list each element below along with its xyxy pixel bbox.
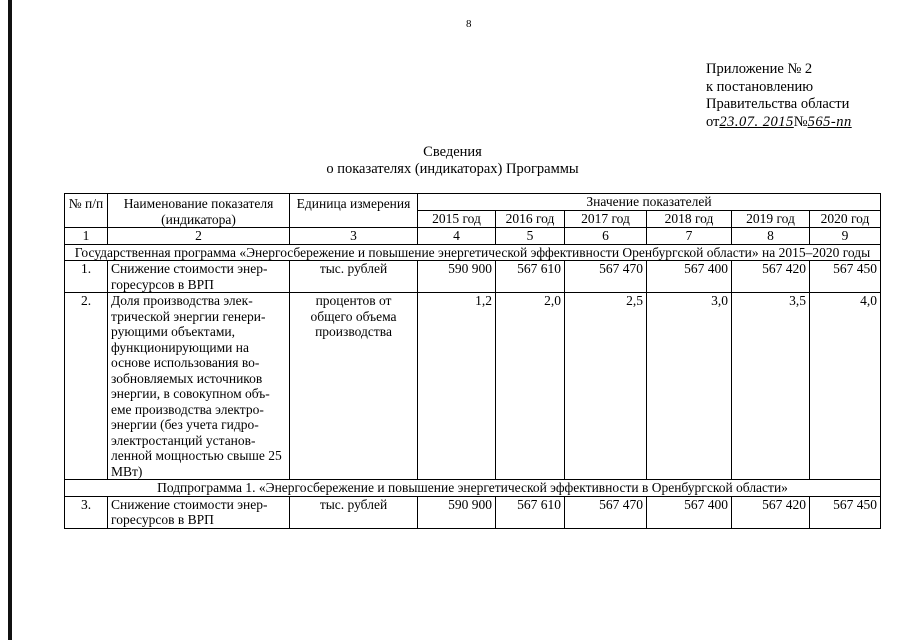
year-cell: 2020 год: [810, 210, 881, 228]
page-edge-bar: [8, 0, 12, 640]
header-values: Значение показателей: [418, 194, 881, 211]
row-num: 3.: [65, 496, 108, 528]
row-num: 2.: [65, 293, 108, 480]
date-prefix: от: [706, 113, 720, 130]
col-number: 6: [565, 228, 647, 245]
row-name: Снижение стоимости энер-горесурсов в ВРП: [108, 496, 290, 528]
year-cell: 2019 год: [732, 210, 810, 228]
document-heading: [0, 144, 905, 178]
row-value: 567 400: [647, 261, 732, 293]
row-name: Снижение стоимости энер-горесурсов в ВРП: [108, 261, 290, 293]
row-value: 590 900: [418, 261, 496, 293]
row-value: 567 610: [496, 496, 565, 528]
row-value: 3,5: [732, 293, 810, 480]
handwritten-date: 23.07. 2015: [719, 113, 794, 130]
col-number: 7: [647, 228, 732, 245]
appendix-line-3: Правительства области: [706, 96, 850, 112]
row-value: 567 610: [496, 261, 565, 293]
heading-title: Сведения: [423, 144, 482, 160]
column-numbers-row: [65, 228, 881, 245]
row-value: 3,0: [647, 293, 732, 480]
number-prefix: №: [793, 113, 808, 130]
col-number: 9: [810, 228, 881, 245]
row-value: 590 900: [418, 496, 496, 528]
col-number: 3: [290, 228, 418, 245]
row-value: 4,0: [810, 293, 881, 480]
header-unit: Единица измерения: [290, 194, 418, 228]
row-value: 1,2: [418, 293, 496, 480]
section-title: Государственная программа «Энергосбережение и повышение энергетической эффективности Оренбургской области» на 2015–2020 годы: [65, 244, 881, 261]
section-row-subprogram: [65, 480, 881, 497]
year-cell: 2018 год: [647, 210, 732, 228]
appendix-line-1: Приложение № 2: [706, 61, 813, 77]
table-row: [65, 261, 881, 293]
section-row-program: [65, 244, 881, 261]
year-cell: 2017 год: [565, 210, 647, 228]
page-number: 8: [466, 18, 472, 30]
row-value: 567 470: [565, 261, 647, 293]
year-cell: 2015 год: [418, 210, 496, 228]
appendix-date-line: [706, 114, 852, 132]
table-row: [65, 293, 881, 480]
indicators-table: [64, 193, 881, 529]
handwritten-number: 565-пп: [807, 113, 852, 130]
appendix-block: [706, 61, 852, 131]
header-row: [65, 194, 881, 211]
appendix-line-2: к постановлению: [706, 78, 814, 95]
col-number: 2: [108, 228, 290, 245]
row-value: 567 420: [732, 496, 810, 528]
heading-subtitle: о показателях (индикаторах) Программы: [326, 161, 579, 177]
row-unit: процентов от общего объема производства: [290, 293, 418, 480]
header-name: Наименование показателя (индикатора): [108, 194, 290, 228]
col-number: 1: [65, 228, 108, 245]
row-num: 1.: [65, 261, 108, 293]
col-number: 8: [732, 228, 810, 245]
row-value: 567 400: [647, 496, 732, 528]
row-name: Доля производства элек-трической энергии генери-рующими объектами, функционирующими на основе использования во-зобновляемых источников энергии, в совокупном объ-еме производства электро-энергии (без учета гидро-электростанций установ-ленной мощностью свыше 25 МВт): [108, 293, 290, 480]
section-title: Подпрограмма 1. «Энергосбережение и повышение энергетической эффективности в Оренбургской области»: [65, 480, 881, 497]
year-cell: 2016 год: [496, 210, 565, 228]
row-unit: тыс. рублей: [290, 261, 418, 293]
row-unit: тыс. рублей: [290, 496, 418, 528]
row-value: 2,0: [496, 293, 565, 480]
table-row: [65, 496, 881, 528]
col-number: 4: [418, 228, 496, 245]
row-value: 567 420: [732, 261, 810, 293]
row-value: 567 470: [565, 496, 647, 528]
col-number: 5: [496, 228, 565, 245]
row-value: 567 450: [810, 496, 881, 528]
row-value: 2,5: [565, 293, 647, 480]
row-value: 567 450: [810, 261, 881, 293]
header-num: № п/п: [65, 194, 108, 228]
